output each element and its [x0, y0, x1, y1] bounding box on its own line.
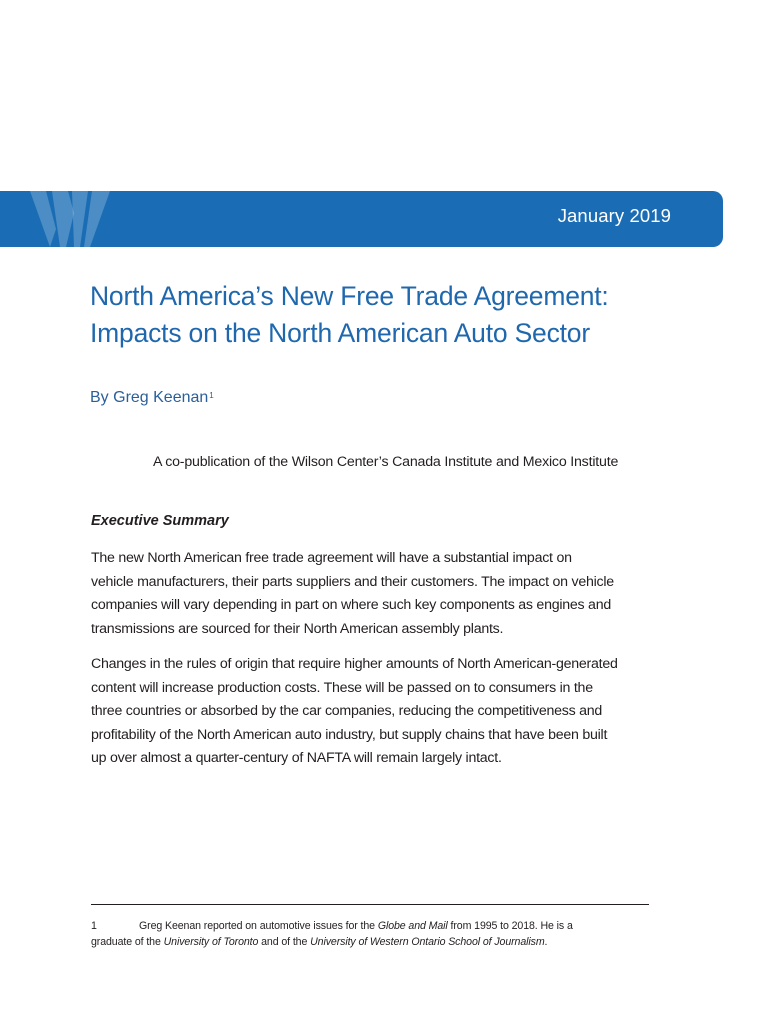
header-banner — [0, 191, 723, 247]
footnote-text: from 1995 to 2018. He is a — [447, 920, 573, 932]
author-byline — [90, 389, 214, 407]
paragraph-line: companies will vary depending in part on where such key components as engines and — [91, 597, 611, 613]
document-title — [90, 278, 710, 352]
footnote-italic: University of Western Ontario School of Journalism — [310, 936, 545, 948]
author-name: By Greg Keenan — [90, 389, 209, 406]
paragraph-line: three countries or absorbed by the car companies, reducing the competitiveness and — [91, 703, 603, 719]
copublication-note: A co-publication of the Wilson Center’s Canada Institute and Mexico Institute — [153, 454, 619, 470]
paragraph-line: content will increase production costs. These will be passed on to consumers in the — [91, 679, 593, 696]
footnote-line-2 — [91, 934, 651, 950]
footnote-text: . — [544, 936, 548, 948]
section-heading: Executive Summary — [91, 513, 229, 529]
footnote-text: and of the — [258, 936, 311, 948]
paragraph-line: The new North American free trade agreement will have a substantial impact on — [91, 550, 572, 566]
summary-paragraph-2 — [91, 653, 661, 771]
footnote-italic: University of Toronto — [163, 936, 259, 948]
footnote-divider — [91, 904, 649, 905]
wilson-center-w-logo-icon — [30, 191, 110, 247]
footnote-text: graduate of the — [91, 936, 164, 948]
paragraph-line: vehicle manufacturers, their parts suppliers and their customers. The impact on vehicle — [91, 573, 614, 590]
title-line-1: North America’s New Free Trade Agreement: — [90, 281, 609, 311]
footnote-italic: Globe and Mail — [377, 920, 448, 932]
footnote-number: 1 — [91, 920, 97, 932]
paragraph-line: transmissions are sourced for their North American assembly plants. — [91, 620, 504, 637]
summary-paragraph-1 — [91, 547, 661, 641]
footnote-ref[interactable]: 1 — [209, 391, 214, 400]
footnote-text: Greg Keenan reported on automotive issues for the — [139, 920, 378, 932]
paragraph-line: Changes in the rules of origin that require higher amounts of North American-generated — [91, 656, 618, 672]
footnote-line-1 — [91, 918, 651, 934]
publication-date: January 2019 — [557, 205, 671, 226]
paragraph-line: profitability of the North American auto industry, but supply chains that have been built — [91, 726, 608, 743]
footnote — [91, 918, 651, 950]
title-line-2: Impacts on the North American Auto Sector — [90, 318, 590, 348]
paragraph-line: up over almost a quarter-century of NAFTA will remain largely intact. — [91, 750, 502, 766]
